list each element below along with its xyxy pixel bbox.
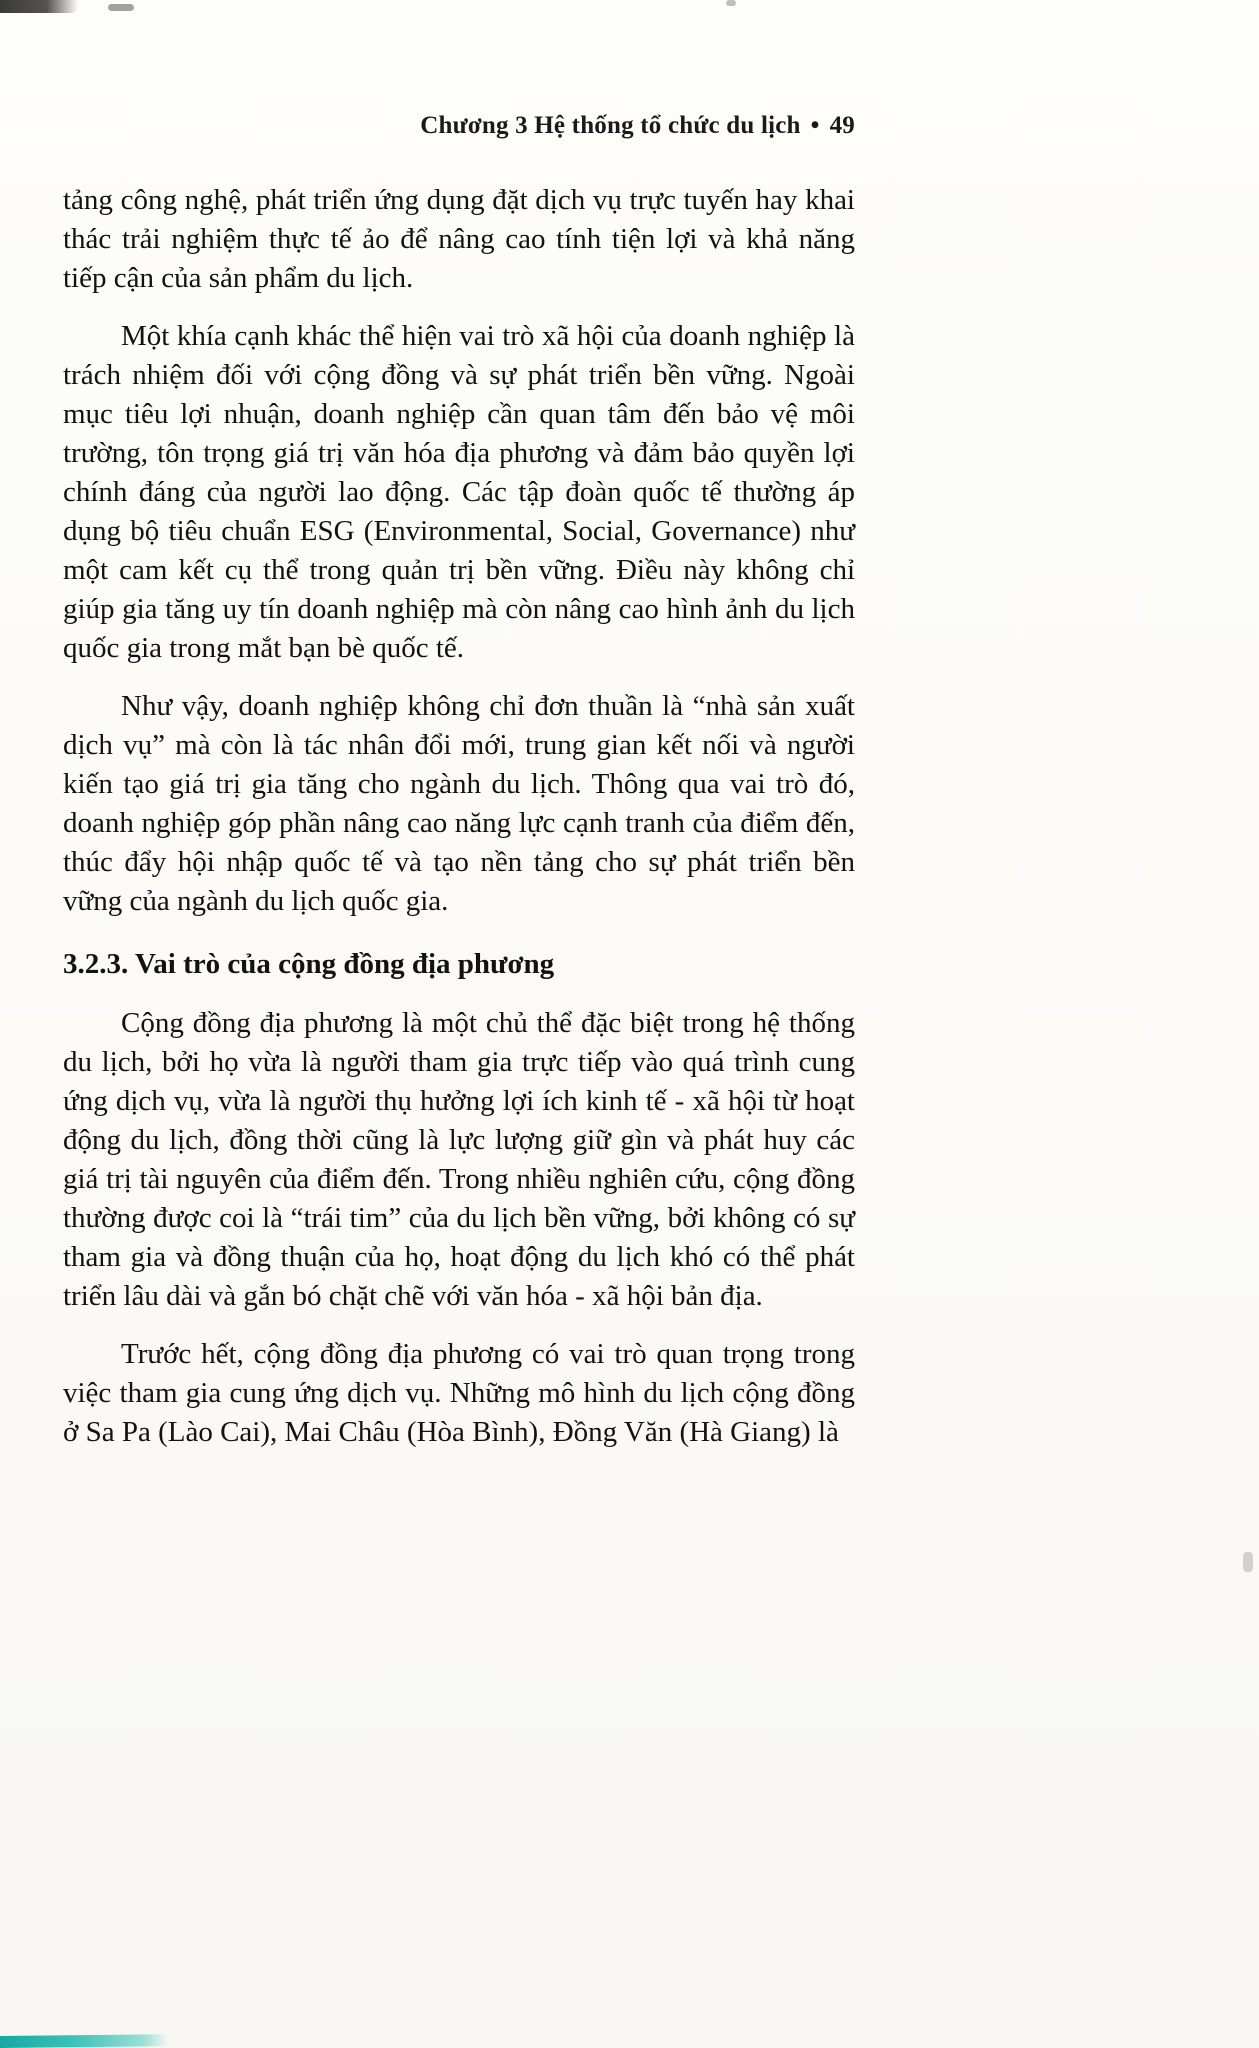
paragraph-conclusion-enterprise: Như vậy, doanh nghiệp không chỉ đơn thuần là “nhà sản xuất dịch vụ” mà còn là tác nhân đổi mới, trung gian kết nối và người kiến tạo giá trị gia tăng cho ngành du lịch. Thông qua vai trò đó, doanh nghiệp góp phần nâng cao năng lực cạnh tranh của điểm đến, thúc đẩy hội nhập quốc tế và tạo nền tảng cho sự phát triển bền vững của ngành du lịch quốc gia. — [63, 690, 855, 917]
paragraph-community-services: Trước hết, cộng đồng địa phương có vai trò quan trọng trong việc tham gia cung ứng dịch vụ. Những mô hình du lịch cộng đồng ở Sa Pa (Lào Cai), Mai Châu (Hòa Bình), Đồng Văn (Hà Giang) là — [63, 1338, 855, 1448]
paragraph-community-intro: Cộng đồng địa phương là một chủ thể đặc biệt trong hệ thống du lịch, bởi họ vừa là người tham gia trực tiếp vào quá trình cung ứng dịch vụ, vừa là người thụ hưởng lợi ích kinh tế - xã hội từ hoạt động du lịch, đồng thời cũng là lực lượng giữ gìn và phát huy các giá trị tài nguyên của điểm đến. Trong nhiều nghiên cứu, cộng đồng thường được coi là “trái tim” của du lịch bền vững, bởi không có sự tham gia và đồng thuận của họ, hoạt động du lịch khó có thể phát triển lâu dài và gắn bó chặt chẽ với văn hóa - xã hội bản địa. — [63, 1007, 855, 1312]
bullet-separator: • — [810, 112, 820, 139]
scan-artifact-top-left-small — [108, 4, 134, 11]
scan-artifact-right-edge — [1243, 1552, 1253, 1572]
scan-artifact-top-left — [0, 0, 78, 13]
section-heading-3-2-3: 3.2.3. Vai trò của cộng đồng địa phương — [63, 948, 555, 980]
scan-artifact-bottom-teal-strip — [0, 2034, 168, 2048]
running-header — [63, 106, 855, 145]
scan-artifact-top-mid — [726, 0, 736, 6]
paragraph-social-role: Một khía cạnh khác thể hiện vai trò xã hội của doanh nghiệp là trách nhiệm đối với cộng đồng và sự phát triển bền vững. Ngoài mục tiêu lợi nhuận, doanh nghiệp cần quan tâm đến bảo vệ môi trường, tôn trọng giá trị văn hóa địa phương và đảm bảo quyền lợi chính đáng của người lao động. Các tập đoàn quốc tế thường áp dụng bộ tiêu chuẩn ESG (Environmental, Social, Governance) như một cam kết cụ thể trong quản trị bền vững. Điều này không chỉ giúp gia tăng uy tín doanh nghiệp mà còn nâng cao hình ảnh du lịch quốc gia trong mắt bạn bè quốc tế. — [63, 320, 855, 664]
page-number: 49 — [829, 112, 855, 139]
chapter-title: Chương 3 Hệ thống tổ chức du lịch — [420, 112, 801, 139]
text-column — [63, 106, 855, 1471]
paragraph-continuation: tảng công nghệ, phát triển ứng dụng đặt dịch vụ trực tuyến hay khai thác trải nghiệm thực tế ảo để nâng cao tính tiện lợi và khả năng tiếp cận của sản phẩm du lịch. — [63, 184, 855, 294]
